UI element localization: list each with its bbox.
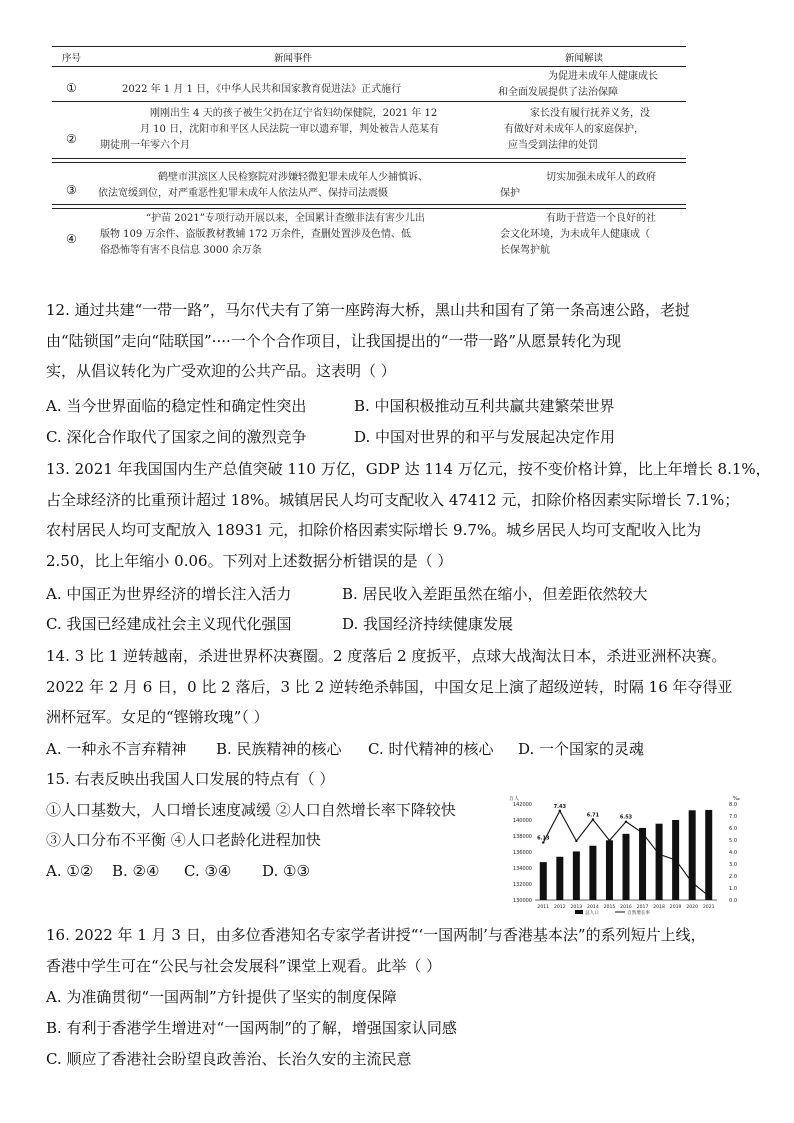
y-left-tick-label: 134000: [512, 866, 532, 872]
row-event: [100, 211, 425, 259]
population-bar: [589, 846, 596, 900]
x-tick-label: 2013: [570, 905, 583, 910]
option-a[interactable]: A. 为准确贯彻“一国两制”方针提供了坚实的制度保障: [46, 988, 397, 1006]
event-line: 月 10 日，沈阳市和平区人民法院一审以遗弃罪，判处被告人范某有: [140, 124, 440, 135]
y-right-unit: ‰: [733, 796, 740, 802]
interp-line: 保护: [500, 188, 520, 199]
event-line: 刚刚出生 4 天的孩子被生父扔在辽宁省妇幼保健院，2021 年 12: [150, 108, 438, 119]
question-line: 2.50，比上年缩小 0.06。下列对上述数据分析错误的是（ ）: [46, 551, 453, 570]
x-tick-label: 2011: [537, 905, 550, 910]
interp-line: 和全面发展提供了法治保障: [498, 87, 618, 98]
growth-rate-point: [625, 820, 627, 822]
option-b[interactable]: B. ②④: [112, 862, 160, 880]
event-line: 期徒刑一年零六个月: [100, 140, 190, 151]
row-rule: [52, 158, 686, 159]
row-num: ③: [66, 183, 77, 197]
population-bar: [556, 857, 563, 900]
row-event: [98, 170, 428, 202]
event-line: 2022 年 1 月 1 日，《中华人民共和国家教育促进法》正式施行: [122, 84, 402, 95]
x-tick-label: 2015: [603, 905, 616, 910]
option-c[interactable]: C. 我国已经建成社会主义现代化强国: [46, 615, 292, 633]
event-line: 俗恐怖等有害不良信息 3000 余万条: [100, 245, 262, 256]
header-event: 新闻事件: [274, 53, 313, 64]
population-chart: [507, 794, 747, 918]
x-tick-label: 2014: [587, 905, 599, 910]
question-line: 占全球经济的比重预计超过 18%。城镇居民人均可支配收入 47412 元，扣除价格因素实际增长 7.1%；: [46, 490, 740, 509]
question-line: ③人口分布不平衡 ④人口老龄化进程加快: [46, 831, 321, 849]
growth-rate-point: [592, 818, 594, 820]
row-rule: [52, 162, 686, 163]
population-bar: [606, 840, 613, 900]
header-interp: 新闻解读: [565, 53, 604, 64]
growth-rate-point: [674, 859, 676, 861]
question-line: 农村居民人均可支配放入 18931 元，扣除价格因素实际增长 9.7%。城乡居民人均可支配收入比为: [46, 521, 702, 539]
y-right-tick-label: 4.0: [729, 850, 737, 856]
legend-swatch-bar: [575, 910, 583, 914]
x-tick-label: 2012: [553, 905, 566, 910]
x-tick-label: 2019: [669, 905, 682, 910]
row-num: ①: [66, 81, 77, 95]
interp-line: 切实加强未成年人的政府: [546, 172, 656, 183]
growth-rate-point: [708, 895, 710, 897]
row-interp: [498, 69, 658, 101]
question-12: [46, 295, 690, 387]
row-rule: [52, 101, 686, 102]
option-a[interactable]: A. 当今世界面临的稳定性和确定性突出: [46, 397, 307, 415]
table-header-rule: [52, 66, 686, 67]
option-b[interactable]: B. 居民收入差距虽然在缩小，但差距依然较大: [342, 585, 648, 603]
row-event: [122, 82, 401, 98]
x-tick-label: 2018: [653, 905, 665, 910]
x-tick-label: 2020: [686, 905, 699, 910]
y-left-tick-label: 140000: [512, 818, 532, 824]
population-bar: [573, 851, 580, 900]
legend-label-bar: 总人口: [585, 911, 599, 916]
y-left-tick-label: 136000: [512, 850, 532, 856]
question-line: 13. 2021 年我国国内生产总值突破 110 万亿，GDP 达 114 万亿元，按不变价格计算，比上年增长 8.1%，: [46, 460, 771, 478]
interp-line: 家长没有履行抚养义务，没: [530, 108, 650, 119]
y-right-tick-label: 2.0: [729, 874, 737, 880]
question-16: [46, 920, 706, 981]
row-rule: [52, 204, 686, 205]
option-d[interactable]: D. 一个国家的灵魂: [518, 740, 645, 758]
question-line: ①人口基数大，人口增长速度减缓 ②人口自然增长率下降较快: [46, 800, 456, 819]
event-line: 版物 109 万余件、盗版教材教辅 172 万余件，查删处置涉及色情、低: [100, 229, 411, 240]
y-right-tick-label: 8.0: [729, 802, 737, 808]
y-right-tick-label: 0.0: [729, 898, 737, 904]
option-a[interactable]: A. 一种永不言弃精神: [46, 740, 187, 758]
legend-label-line: 自然增长率: [627, 911, 650, 916]
population-bar: [705, 810, 712, 900]
interp-line: 为促进未成年人健康成长: [548, 71, 658, 82]
option-b[interactable]: B. 有利于香港学生增进对“一国两制”的了解，增强国家认同感: [46, 1019, 457, 1037]
y-left-unit: 万人: [509, 796, 520, 802]
interp-line: 应当受到法律的处罚: [508, 140, 598, 151]
y-left-tick-label: 142000: [512, 802, 532, 808]
option-b[interactable]: B. 中国积极推动互利共赢共建繁荣世界: [354, 397, 615, 415]
header-num: 序号: [62, 53, 82, 64]
option-d[interactable]: D. 中国对世界的和平与发展起决定作用: [354, 428, 616, 446]
question-line: 14. 3 比 1 逆转越南，杀进世界杯决赛圈。2 度落后 2 度扳平，点球大战淘汰日本，杀进亚洲杯决赛。: [46, 647, 727, 665]
x-tick-label: 2017: [636, 905, 649, 910]
option-d[interactable]: D. 我国经济持续健康发展: [342, 615, 514, 633]
interp-line: 有助于营造一个良好的社: [546, 213, 656, 224]
question-line: 香港中学生可在“公民与社会发展科”课堂上观看。此举（ ）: [46, 956, 442, 975]
y-right-tick-label: 6.0: [729, 826, 737, 832]
option-c[interactable]: C. ③④: [184, 862, 232, 880]
option-c[interactable]: C. 深化合作取代了国家之间的激烈竞争: [46, 428, 307, 446]
rate-data-label: 6.13: [537, 835, 550, 842]
interp-line: 长保驾护航: [500, 245, 550, 256]
row-num: ②: [66, 132, 77, 146]
interp-line: 有做好对未成年人的家庭保护，: [504, 124, 644, 135]
question-line: 16. 2022 年 1 月 3 日，由多位香港知名专家学者讲授“‘一国两制’与香港基本法”的系列短片上线，: [46, 926, 706, 944]
question-line: 12. 通过共建“一带一路”，马尔代夫有了第一座跨海大桥，黑山共和国有了第一条高速公路，老挝: [46, 301, 690, 319]
row-event: [100, 106, 439, 154]
population-bar: [639, 828, 646, 900]
y-right-tick-label: 3.0: [729, 862, 737, 868]
row-interp: [500, 211, 656, 259]
option-c[interactable]: C. 时代精神的核心: [368, 740, 494, 758]
rate-data-label: 6.53: [619, 814, 633, 821]
option-a[interactable]: A. ①②: [46, 862, 94, 880]
question-line: 实，从倡议转化为广受欢迎的公共产品。这表明（ ）: [46, 362, 396, 380]
y-left-tick-label: 130000: [512, 898, 532, 904]
question-15: [46, 764, 456, 856]
growth-rate-point: [542, 841, 544, 843]
option-d[interactable]: D. ①③: [262, 862, 310, 880]
question-line: 15. 右表反映出我国人口发展的特点有（ ）: [46, 770, 335, 788]
x-tick-label: 2021: [702, 905, 715, 910]
y-left-tick-label: 132000: [512, 882, 532, 888]
row-interp: [504, 106, 650, 154]
y-right-tick-label: 5.0: [729, 838, 737, 844]
row-rule: [52, 208, 686, 209]
rate-data-label: 7.43: [553, 803, 566, 810]
option-a[interactable]: A. 中国正为世界经济的增长注入活力: [46, 585, 292, 603]
y-left-tick-label: 138000: [512, 834, 532, 840]
question-13: [46, 454, 771, 576]
y-right-tick-label: 7.0: [729, 814, 737, 820]
population-bar: [656, 824, 663, 900]
rate-data-label: 6.71: [586, 812, 600, 819]
question-line: 由“陆锁国”走向“陆联国”····一个个合作项目，让我国提出的“一带一路”从愿景转化为现: [46, 331, 622, 350]
event-line: 依法宽缓到位，对严重恶性犯罪未成年人依法从严、保持司法震慑: [98, 188, 388, 199]
population-bar: [623, 834, 630, 900]
x-tick-label: 2016: [620, 905, 632, 910]
growth-rate-point: [658, 853, 660, 855]
option-c[interactable]: C. 顺应了香港社会盼望良政善治、长治久安的主流民意: [46, 1050, 412, 1068]
table-top-rule: [52, 46, 686, 47]
row-num: ④: [66, 232, 77, 246]
row-interp: [500, 170, 656, 202]
interp-line: 会文化环境，为未成年人健康成（: [500, 229, 650, 240]
growth-rate-point: [575, 840, 577, 842]
question-line: 洲杯冠军。女足的“铿锵玫瑰”（ ）: [46, 708, 269, 726]
growth-rate-point: [608, 839, 610, 841]
population-bar: [689, 810, 696, 900]
growth-rate-point: [691, 881, 693, 883]
event-line: 鹤壁市淇滨区人民检察院对涉嫌轻微犯罪未成年人少捕慎诉、: [158, 172, 428, 183]
question-line: 2022 年 2 月 6 日，0 比 2 落后，3 比 2 逆转绝杀韩国，中国女足上演了超级逆转，时隔 16 年夺得亚: [46, 677, 733, 696]
y-right-tick-label: 1.0: [729, 886, 737, 892]
growth-rate-point: [559, 810, 561, 812]
event-line: “护苗 2021”专项行动开展以来，全国累计查缴非法有害少儿出: [146, 213, 425, 224]
question-14: [46, 641, 733, 733]
growth-rate-point: [641, 832, 643, 834]
population-bar: [540, 862, 547, 900]
option-b[interactable]: B. 民族精神的核心: [216, 740, 342, 758]
